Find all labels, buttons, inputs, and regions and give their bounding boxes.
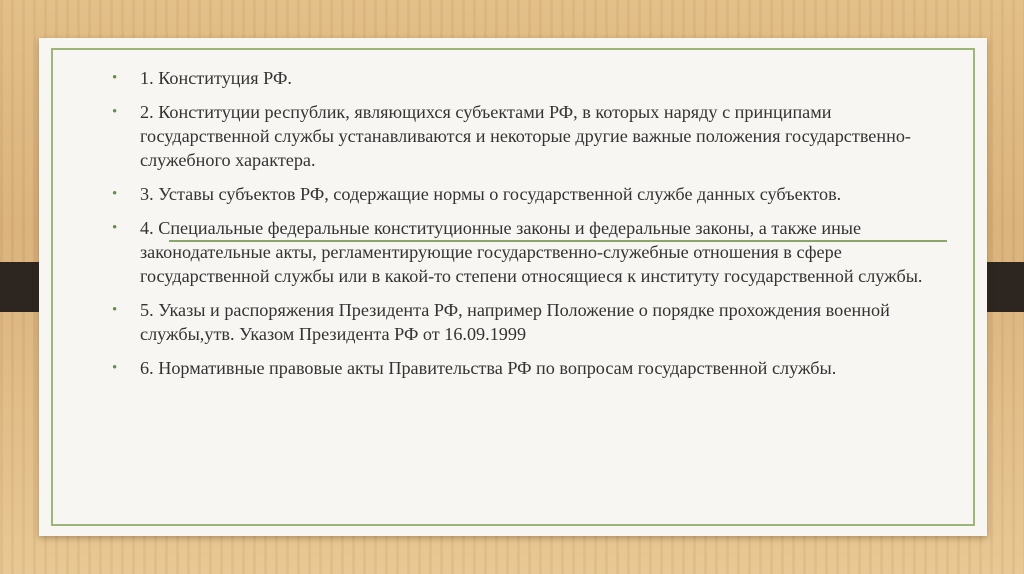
slide-card (39, 38, 987, 536)
bullet-icon: • (112, 70, 118, 86)
bullet-icon: • (112, 302, 118, 318)
bullet-icon: • (112, 104, 118, 120)
bullet-list (110, 66, 950, 390)
bullet-icon: • (112, 186, 118, 202)
bullet-icon: • (112, 220, 118, 236)
list-item-text: 3. Уставы субъектов РФ, содержащие нормы о государственной службе данных субъектов. (140, 184, 842, 204)
list-item-text: 4. Специальные федеральные конституционные законы и федеральные законы, а также иные законодательные акты, регламентирующие государственно-служебные отношения в сфере государственной службы или в какой-то степени относящиеся к институту государственной службы. (140, 218, 923, 286)
list-item (110, 66, 950, 90)
list-item (110, 216, 950, 288)
bullet-icon: • (112, 360, 118, 376)
list-item (110, 298, 950, 346)
list-item (110, 182, 950, 206)
list-item-text: 6. Нормативные правовые акты Правительства РФ по вопросам государственной службы. (140, 358, 837, 378)
list-item-text: 2. Конституции республик, являющихся субъектами РФ, в которых наряду с принципами государственной службы устанавливаются и некоторые другие важные положения государственно-служебного характера. (140, 102, 911, 170)
list-item-text: 1. Конституция РФ. (140, 68, 292, 88)
list-item (110, 100, 950, 172)
list-item (110, 356, 950, 380)
list-item-text: 5. Указы и распоряжения Президента РФ, например Положение о порядке прохождения военной службы,утв. Указом Президента РФ от 16.09.1999 (140, 300, 890, 344)
